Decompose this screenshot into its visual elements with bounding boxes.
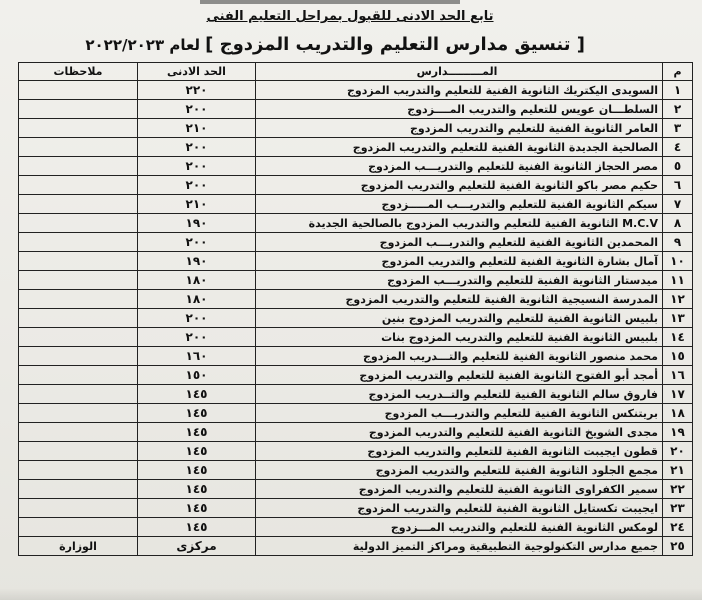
row-notes xyxy=(19,518,138,537)
table-header-row xyxy=(19,63,693,81)
table-row xyxy=(19,252,693,271)
row-number: ٩ xyxy=(663,233,693,252)
minimum-score: ٢١٠ xyxy=(138,195,256,214)
minimum-score: ١٤٥ xyxy=(138,442,256,461)
row-number: ٨ xyxy=(663,214,693,233)
school-name: سيكم الثانوية الفنية للتعليم والتدريـــب المـــــزدوج xyxy=(256,195,663,214)
school-name: المدرسة النسيجية الثانوية الفنية للتعليم والتدريب المزدوج xyxy=(256,290,663,309)
minimum-score: ٢٢٠ xyxy=(138,81,256,100)
row-notes: الوزارة xyxy=(19,537,138,556)
table-row xyxy=(19,119,693,138)
table-row xyxy=(19,81,693,100)
row-notes xyxy=(19,252,138,271)
school-name: العامر الثانوية الفنية للتعليم والتدريب المزدوج xyxy=(256,119,663,138)
minimum-score: ١٩٠ xyxy=(138,214,256,233)
school-name: أمجد أبو الفتوح الثانوية الفنية للتعليم والتدريب المزدوج xyxy=(256,366,663,385)
row-notes xyxy=(19,176,138,195)
table-row xyxy=(19,138,693,157)
row-notes xyxy=(19,81,138,100)
minimum-score: ١٨٠ xyxy=(138,290,256,309)
row-notes xyxy=(19,138,138,157)
table-row xyxy=(19,442,693,461)
row-number: ١ xyxy=(663,81,693,100)
minimum-score: ١٨٠ xyxy=(138,271,256,290)
row-notes xyxy=(19,366,138,385)
table-row xyxy=(19,347,693,366)
table-row xyxy=(19,176,693,195)
minimum-score: مركزى xyxy=(138,537,256,556)
row-number: ١٠ xyxy=(663,252,693,271)
row-number: ٢٤ xyxy=(663,518,693,537)
row-notes xyxy=(19,157,138,176)
row-notes xyxy=(19,442,138,461)
school-name: حكيم مصر باكو الثانوية الفنية للتعليم والتدريب المزدوج xyxy=(256,176,663,195)
row-number: ١٧ xyxy=(663,385,693,404)
scan-bottom-edge xyxy=(0,588,702,600)
table-row xyxy=(19,518,693,537)
school-name: الصالحية الجديدة الثانوية الفنية للتعليم والتدريب المزدوج xyxy=(256,138,663,157)
row-notes xyxy=(19,271,138,290)
row-notes xyxy=(19,404,138,423)
school-name: مصر الحجاز الثانوية الفنية للتعليم والتدريـــب المزدوج xyxy=(256,157,663,176)
minimum-score: ١٤٥ xyxy=(138,404,256,423)
minimum-score: ٢١٠ xyxy=(138,119,256,138)
table-row xyxy=(19,195,693,214)
table-row xyxy=(19,480,693,499)
school-name: السويدى اليكتريك الثانوية الفنية للتعليم والتدريب المزدوج xyxy=(256,81,663,100)
document-title: [ تنسيق مدارس التعليم والتدريب المزدوج ] xyxy=(205,34,585,55)
header-minimum: الحد الادنى xyxy=(138,63,256,81)
row-notes xyxy=(19,290,138,309)
row-number: ١١ xyxy=(663,271,693,290)
table-row xyxy=(19,366,693,385)
school-name: محمد منصور الثانوية الفنية للتعليم والتـــدريب المزدوج xyxy=(256,347,663,366)
row-notes xyxy=(19,328,138,347)
school-name: سمير الكفراوى الثانوية الفنية للتعليم والتدريب المزدوج xyxy=(256,480,663,499)
row-notes xyxy=(19,385,138,404)
row-number: ٧ xyxy=(663,195,693,214)
minimum-score: ٢٠٠ xyxy=(138,328,256,347)
admission-table xyxy=(18,62,693,556)
school-name: مجدى الشويخ الثانوية الفنية للتعليم والتدريب المزدوج xyxy=(256,423,663,442)
school-name: المحمدين الثانوية الفنية للتعليم والتدريـــب المزدوج xyxy=(256,233,663,252)
row-number: ١٢ xyxy=(663,290,693,309)
school-name: جميع مدارس التكنولوجية التطبيقية ومراكز التميز الدولية xyxy=(256,537,663,556)
school-name: لومكس الثانوية الفنية للتعليم والتدريب المـــزدوج xyxy=(256,518,663,537)
school-name: ايجيبت تكستايل الثانوية الفنية للتعليم والتدريب المزدوج xyxy=(256,499,663,518)
minimum-score: ٢٠٠ xyxy=(138,176,256,195)
minimum-score: ١٥٠ xyxy=(138,366,256,385)
school-name: مجمع الجلود الثانوية الفنية للتعليم والتدريب المزدوج xyxy=(256,461,663,480)
school-name: فاروق سالم الثانوية الفنية للتعليم والتــدريب المزدوج xyxy=(256,385,663,404)
row-notes xyxy=(19,100,138,119)
document-year: لعام ٢٠٢٢/٢٠٢٣ xyxy=(85,36,201,54)
row-notes xyxy=(19,214,138,233)
table-row xyxy=(19,233,693,252)
row-number: ١٥ xyxy=(663,347,693,366)
row-number: ٢١ xyxy=(663,461,693,480)
header-notes: ملاحظات xyxy=(19,63,138,81)
row-notes xyxy=(19,347,138,366)
table-row xyxy=(19,157,693,176)
table-row xyxy=(19,328,693,347)
document-subtitle: تابع الحد الادنى للقبول بمراحل التعليم الفنى xyxy=(206,9,494,24)
minimum-score: ٢٠٠ xyxy=(138,233,256,252)
school-name: آمال بشارة الثانوية الفنية للتعليم والتدريب المزدوج xyxy=(256,252,663,271)
school-name: بلبيس الثانوية الفنية للتعليم والتدريب المزدوج بنات xyxy=(256,328,663,347)
scan-top-edge xyxy=(200,0,460,4)
table-row xyxy=(19,537,693,556)
row-notes xyxy=(19,195,138,214)
table-row xyxy=(19,309,693,328)
row-number: ٣ xyxy=(663,119,693,138)
table-row xyxy=(19,499,693,518)
table-row xyxy=(19,385,693,404)
school-name: M.C.V الثانوية الفنية للتعليم والتدريب المزدوج بالصالحية الجديدة xyxy=(256,214,663,233)
row-notes xyxy=(19,309,138,328)
minimum-score: ١٤٥ xyxy=(138,518,256,537)
minimum-score: ١٤٥ xyxy=(138,423,256,442)
table-row xyxy=(19,423,693,442)
row-notes xyxy=(19,423,138,442)
row-notes xyxy=(19,119,138,138)
row-number: ١٩ xyxy=(663,423,693,442)
minimum-score: ١٤٥ xyxy=(138,461,256,480)
table-row xyxy=(19,461,693,480)
minimum-score: ١٤٥ xyxy=(138,385,256,404)
table-row xyxy=(19,271,693,290)
school-name: السلطـــان عويس للتعليم والتدريب المــــزدوج xyxy=(256,100,663,119)
school-name: قطون ايجيبت الثانوية الفنية للتعليم والتدريب المزدوج xyxy=(256,442,663,461)
row-number: ١٨ xyxy=(663,404,693,423)
school-name: بلبيس الثانوية الفنية للتعليم والتدريب المزدوج بنين xyxy=(256,309,663,328)
row-number: ٦ xyxy=(663,176,693,195)
row-number: ١٤ xyxy=(663,328,693,347)
minimum-score: ١٩٠ xyxy=(138,252,256,271)
minimum-score: ١٤٥ xyxy=(138,480,256,499)
row-number: ٥ xyxy=(663,157,693,176)
header-num: م xyxy=(663,63,693,81)
row-notes xyxy=(19,233,138,252)
row-number: ٤ xyxy=(663,138,693,157)
row-notes xyxy=(19,480,138,499)
table-row xyxy=(19,100,693,119)
row-number: ٢٠ xyxy=(663,442,693,461)
document-title-row xyxy=(85,33,585,57)
table-row xyxy=(19,290,693,309)
minimum-score: ٢٠٠ xyxy=(138,100,256,119)
table-row xyxy=(19,214,693,233)
minimum-score: ٢٠٠ xyxy=(138,309,256,328)
school-name: ميدستار الثانوية الفنية للتعليم والتدريـــب المزدوج xyxy=(256,271,663,290)
row-number: ٢٢ xyxy=(663,480,693,499)
minimum-score: ١٤٥ xyxy=(138,499,256,518)
row-number: ٢ xyxy=(663,100,693,119)
minimum-score: ٢٠٠ xyxy=(138,138,256,157)
row-number: ٢٣ xyxy=(663,499,693,518)
table-row xyxy=(19,404,693,423)
minimum-score: ٢٠٠ xyxy=(138,157,256,176)
minimum-score: ١٦٠ xyxy=(138,347,256,366)
header-school: المـــــــــدارس xyxy=(256,63,663,81)
row-notes xyxy=(19,461,138,480)
row-number: ١٦ xyxy=(663,366,693,385)
school-name: بريتنكس الثانوية الفنية للتعليم والتدريـــب المزدوج xyxy=(256,404,663,423)
row-notes xyxy=(19,499,138,518)
row-number: ٢٥ xyxy=(663,537,693,556)
row-number: ١٣ xyxy=(663,309,693,328)
